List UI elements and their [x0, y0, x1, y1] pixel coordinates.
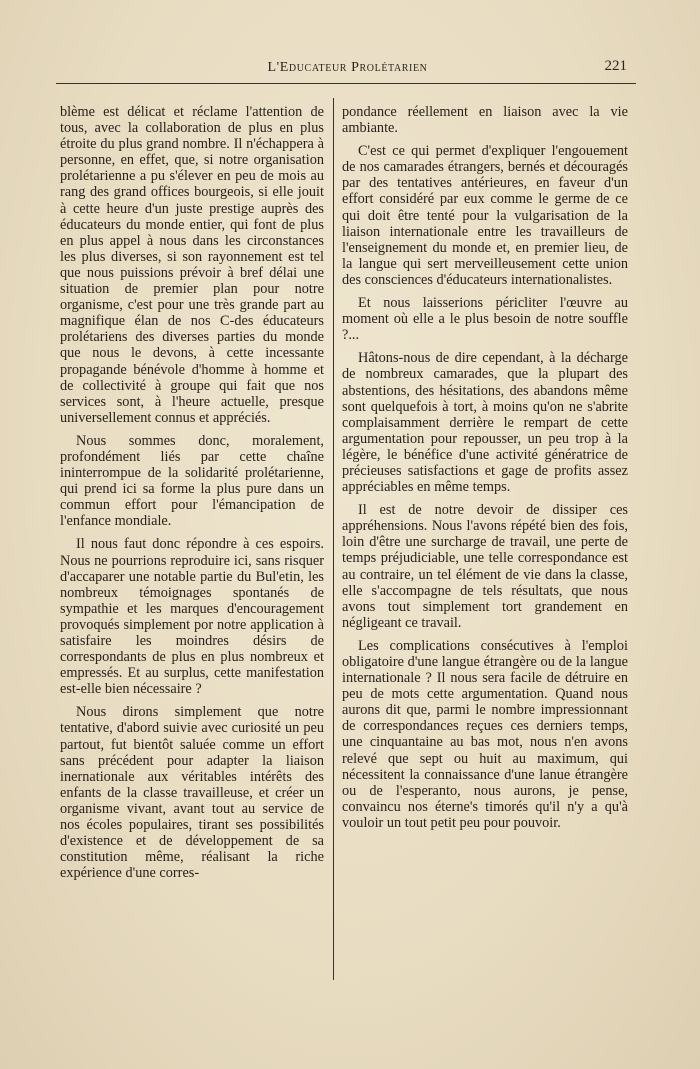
paragraph: Il nous faut donc répondre à ces espoirs. Nous ne pourrions reproduire ici, sans risquer d'accaparer une notable partie du Bul'etin, les nombreux témoignages spontanés de sympathie et les marques d'encouragement provoqués simplement por notre application à satisfaire les moindres désirs de correspondants de plus en plus nombreux et empressés. Et au surplus, cette manifestation est-elle bien nécessaire ?	[60, 536, 324, 698]
paragraph: Hâtons-nous de dire cependant, à la décharge de nombreux camarades, que la plupart des abstentions, des hésitations, des abandons même sont quelquefois à tort, à moins qu'on ne s'abrite complaisamment derrière le rempart de cette argumentation pour repousser, un peu trop à la légère, le bénéfice d'une activité génératrice de précieuses satisfactions et gage de profits assez appréciables en même temps.	[342, 350, 628, 496]
right-column	[342, 104, 628, 831]
column-divider	[333, 98, 334, 980]
paragraph: Et nous laisserions péricliter l'œuvre au moment où elle a le plus besoin de notre souffle ?...	[342, 295, 628, 344]
paragraph: Nous sommes donc, moralement, profondément liés par cette chaîne ininterrompue de la solidarité prolétarienne, qui prend ici sa forme la plus pure dans un commun effort pour l'émancipation de l'enfance mondiale.	[60, 432, 324, 530]
paragraph: pondance réellement en liaison avec la vie ambiante.	[342, 104, 628, 137]
paragraph: Les complications consécutives à l'emploi obligatoire d'une langue étrangère ou de la langue internationale ? Il nous sera facile de détruire en peu de mots cette argumentation. Quand nous aurons dit que, parmi le nombre impressionnant de correspondances reçues ces derniers temps, une cinquantaine au bas mot, nous n'en avons relevé que sept ou huit au maximum, qui nécessitent la connaissance d'une lanue étrangère ou de l'esperanto, nous aurons, je pense, convaincu nos éterne's timorés qu'il n'y a qu'à vouloir un tout petit peu pour pouvoir.	[342, 637, 628, 831]
paragraph: C'est ce qui permet d'expliquer l'engouement de nos camarades étrangers, bernés et découragés par des tentatives antérieures, en faveur d'un effort considéré par eux comme le germe de ce qui doit être tenté pour la vulgarisation de la liaison internationale entre les travailleurs de l'enseignement du monde et, en premier lieu, de la langue qui sert merveilleusement cette union des consciences d'éducateurs internationalistes.	[342, 143, 628, 288]
left-column	[60, 104, 324, 881]
paragraph: blème est délicat et réclame l'attention de tous, avec la collaboration de plus en plus étroite du plus grand nombre. Il n'échappera à personne, en effet, que, si notre organisation prolétarienne a pu s'élever en peu de mois au rang des grand offices bourgeois, si elle jouit à cette heure d'un juste prestige auprès des éducateurs du monde entier, qui font de plus en plus appel à nous dans les circonstances les plus diverses, si son rayonnement est tel que nous puissions prévoir à bref délai une situation de premier plan pour notre organisme, c'est pour une très grande part au magnifique élan de nos C-des éducateurs prolétariens des diverses parties du monde que nous le devons, à cette incessante propagande bénévole d'homme à homme et de collectivité à groupe qui fait que nos services sont, à l'heure actuelle, presque universellement connus et appréciés.	[60, 104, 324, 426]
paragraph: Nous dirons simplement que notre tentative, d'abord suivie avec curiosité un peu partout, fut bientôt saluée comme un effort sans précédent pour adapter la liaison inernationale aux véritables intérêts des enfants de la classe travailleuse, et créer un organisme vivant, avant tout au service de nos écoles populaires, tirant ses possibilités d'existence et de développement de sa constitution même, réalisant la riche expérience d'une corres-	[60, 704, 324, 882]
paragraph: Il est de notre devoir de dissiper ces appréhensions. Nous l'avons répété bien des fois, loin d'être une surcharge de travail, une perte de temps préjudiciable, une telle correspondance est au contraire, un tel élément de vie dans la classe, elle s'accompagne de tels résultats, que nous avons tout simplement tort grandement en négligeant ce travail.	[342, 502, 628, 631]
header-rule	[56, 83, 636, 84]
running-title: L'Educateur Prolétarien	[267, 60, 428, 75]
page-header	[60, 58, 635, 82]
page-number: 221	[604, 58, 627, 74]
